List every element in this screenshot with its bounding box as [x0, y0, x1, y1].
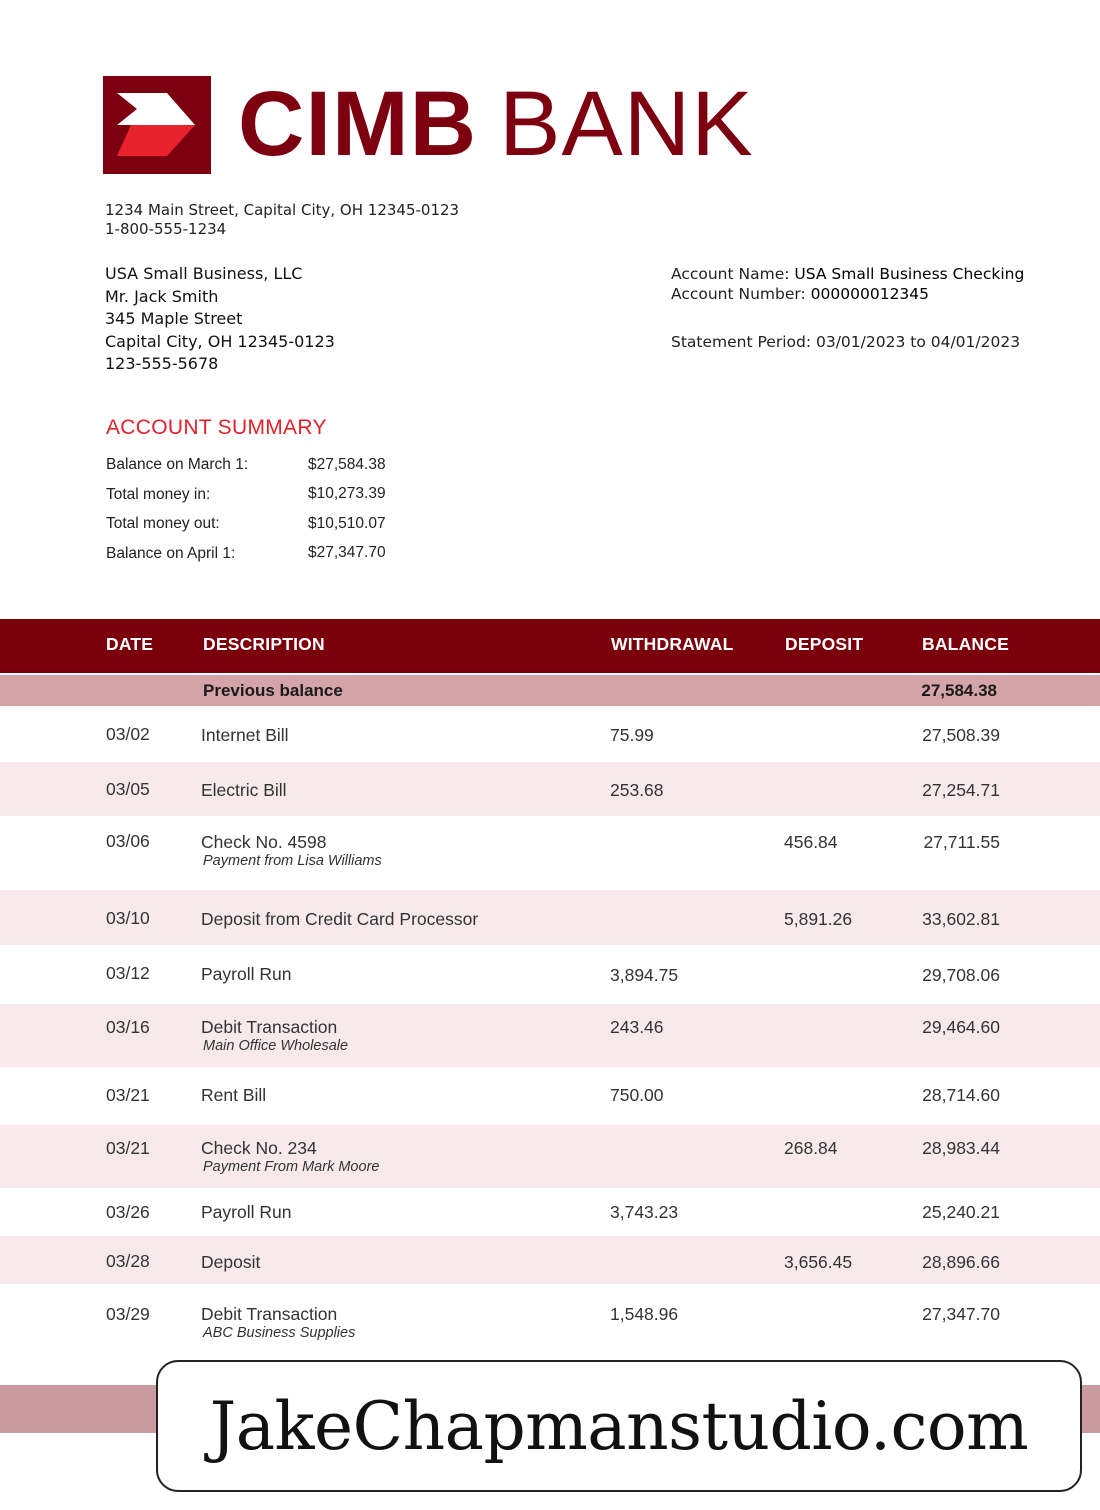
row-date: 03/28	[106, 1251, 150, 1271]
row-description-detail: Main Office Wholesale	[203, 1038, 349, 1054]
row-description: Rent Bill	[201, 1085, 267, 1105]
summary-value: $27,347.70	[308, 544, 386, 561]
column-header-withdrawal: WITHDRAWAL	[611, 634, 734, 654]
row-description: Payroll Run	[201, 964, 292, 984]
bank-logo-wordmark: CIMB BANK	[238, 73, 754, 175]
customer-phone: 123-555-5678	[105, 354, 219, 373]
statement-period	[671, 333, 1020, 353]
row-withdrawal: 243.46	[610, 1017, 664, 1037]
customer-address-block	[105, 263, 335, 376]
summary-label: Balance on March 1:	[106, 456, 249, 473]
row-deposit: 3,656.45	[784, 1252, 853, 1272]
account-number-label: Account Number:	[671, 284, 806, 303]
summary-value: $10,273.39	[308, 485, 386, 502]
account-name-label: Account Name:	[671, 265, 790, 283]
row-balance: 29,464.60	[922, 1017, 1000, 1037]
row-balance: 27,711.55	[923, 832, 1000, 852]
row-date: 03/05	[106, 779, 150, 799]
row-deposit: 456.84	[784, 832, 838, 852]
row-description: Electric Bill	[201, 780, 287, 800]
bank-logo-mark	[103, 76, 211, 174]
row-description-detail: Payment From Mark Moore	[203, 1159, 380, 1175]
previous-balance-label: Previous balance	[203, 681, 343, 700]
statement-period-value: 03/01/2023 to 04/01/2023	[815, 333, 1021, 351]
customer-street: 345 Maple Street	[105, 309, 243, 328]
row-date: 03/29	[106, 1304, 150, 1324]
customer-company: USA Small Business, LLC	[105, 264, 303, 283]
row-withdrawal: 750.00	[610, 1085, 664, 1105]
row-date: 03/10	[106, 908, 150, 928]
account-summary-title: ACCOUNT SUMMARY	[106, 416, 327, 439]
account-info	[671, 265, 1024, 304]
summary-value: $10,510.07	[308, 515, 386, 532]
row-withdrawal: 253.68	[610, 780, 664, 800]
row-withdrawal: 3,743.23	[610, 1202, 679, 1222]
previous-balance-value: 27,584.38	[921, 681, 997, 700]
row-deposit: 268.84	[784, 1138, 838, 1158]
statement-period-label: Statement Period:	[671, 333, 812, 351]
column-header-description: DESCRIPTION	[203, 634, 325, 654]
summary-label: Total money out:	[106, 515, 220, 532]
customer-contact: Mr. Jack Smith	[105, 286, 219, 306]
row-description: Debit Transaction	[201, 1017, 338, 1037]
row-balance: 27,347.70	[922, 1304, 1000, 1324]
row-description-detail: Payment from Lisa Williams	[203, 853, 382, 869]
row-date: 03/26	[106, 1202, 150, 1222]
watermark-banner	[156, 1360, 1082, 1492]
row-description: Deposit from Credit Card Processor	[201, 909, 479, 929]
row-description: Internet Bill	[201, 725, 289, 745]
summary-label: Total money in:	[106, 486, 211, 503]
summary-value: $27,584.38	[308, 456, 386, 473]
row-withdrawal: 75.99	[610, 725, 654, 745]
row-balance: 28,896.66	[922, 1252, 1000, 1272]
row-date: 03/21	[106, 1085, 150, 1105]
bank-phone: 1-800-555-1234	[105, 220, 227, 238]
row-date: 03/21	[106, 1138, 150, 1158]
row-balance: 28,983.44	[922, 1138, 1000, 1158]
account-number-value: 000000012345	[810, 284, 930, 303]
column-header-date: DATE	[106, 634, 154, 654]
row-date: 03/16	[106, 1017, 150, 1037]
row-date: 03/02	[106, 724, 150, 744]
row-balance: 25,240.21	[922, 1202, 1000, 1222]
bank-address: 1234 Main Street, Capital City, OH 12345-0123	[105, 201, 460, 219]
customer-city: Capital City, OH 12345-0123	[105, 331, 335, 351]
row-date: 03/06	[106, 831, 150, 851]
column-header-deposit: DEPOSIT	[785, 634, 864, 654]
row-balance: 27,254.71	[922, 780, 1000, 800]
account-name-value: USA Small Business Checking	[794, 265, 1025, 283]
column-header-balance: BALANCE	[922, 634, 1009, 654]
row-deposit: 5,891.26	[784, 909, 853, 929]
row-withdrawal: 1,548.96	[610, 1304, 679, 1324]
row-description: Deposit	[201, 1252, 261, 1272]
row-withdrawal: 3,894.75	[610, 965, 679, 985]
row-balance: 28,714.60	[922, 1085, 1000, 1105]
summary-label: Balance on April 1:	[106, 545, 236, 562]
row-balance: 29,708.06	[922, 965, 1000, 985]
row-description: Payroll Run	[201, 1202, 292, 1222]
row-balance: 33,602.81	[922, 909, 1000, 929]
row-description: Debit Transaction	[201, 1304, 338, 1324]
row-date: 03/12	[106, 963, 150, 983]
watermark-text: JakeChapmanstudio.com	[209, 1387, 1029, 1465]
row-balance: 27,508.39	[922, 725, 1000, 745]
row-description-detail: ABC Business Supplies	[203, 1325, 356, 1341]
row-description: Check No. 4598	[201, 832, 327, 852]
row-description: Check No. 234	[201, 1138, 317, 1158]
